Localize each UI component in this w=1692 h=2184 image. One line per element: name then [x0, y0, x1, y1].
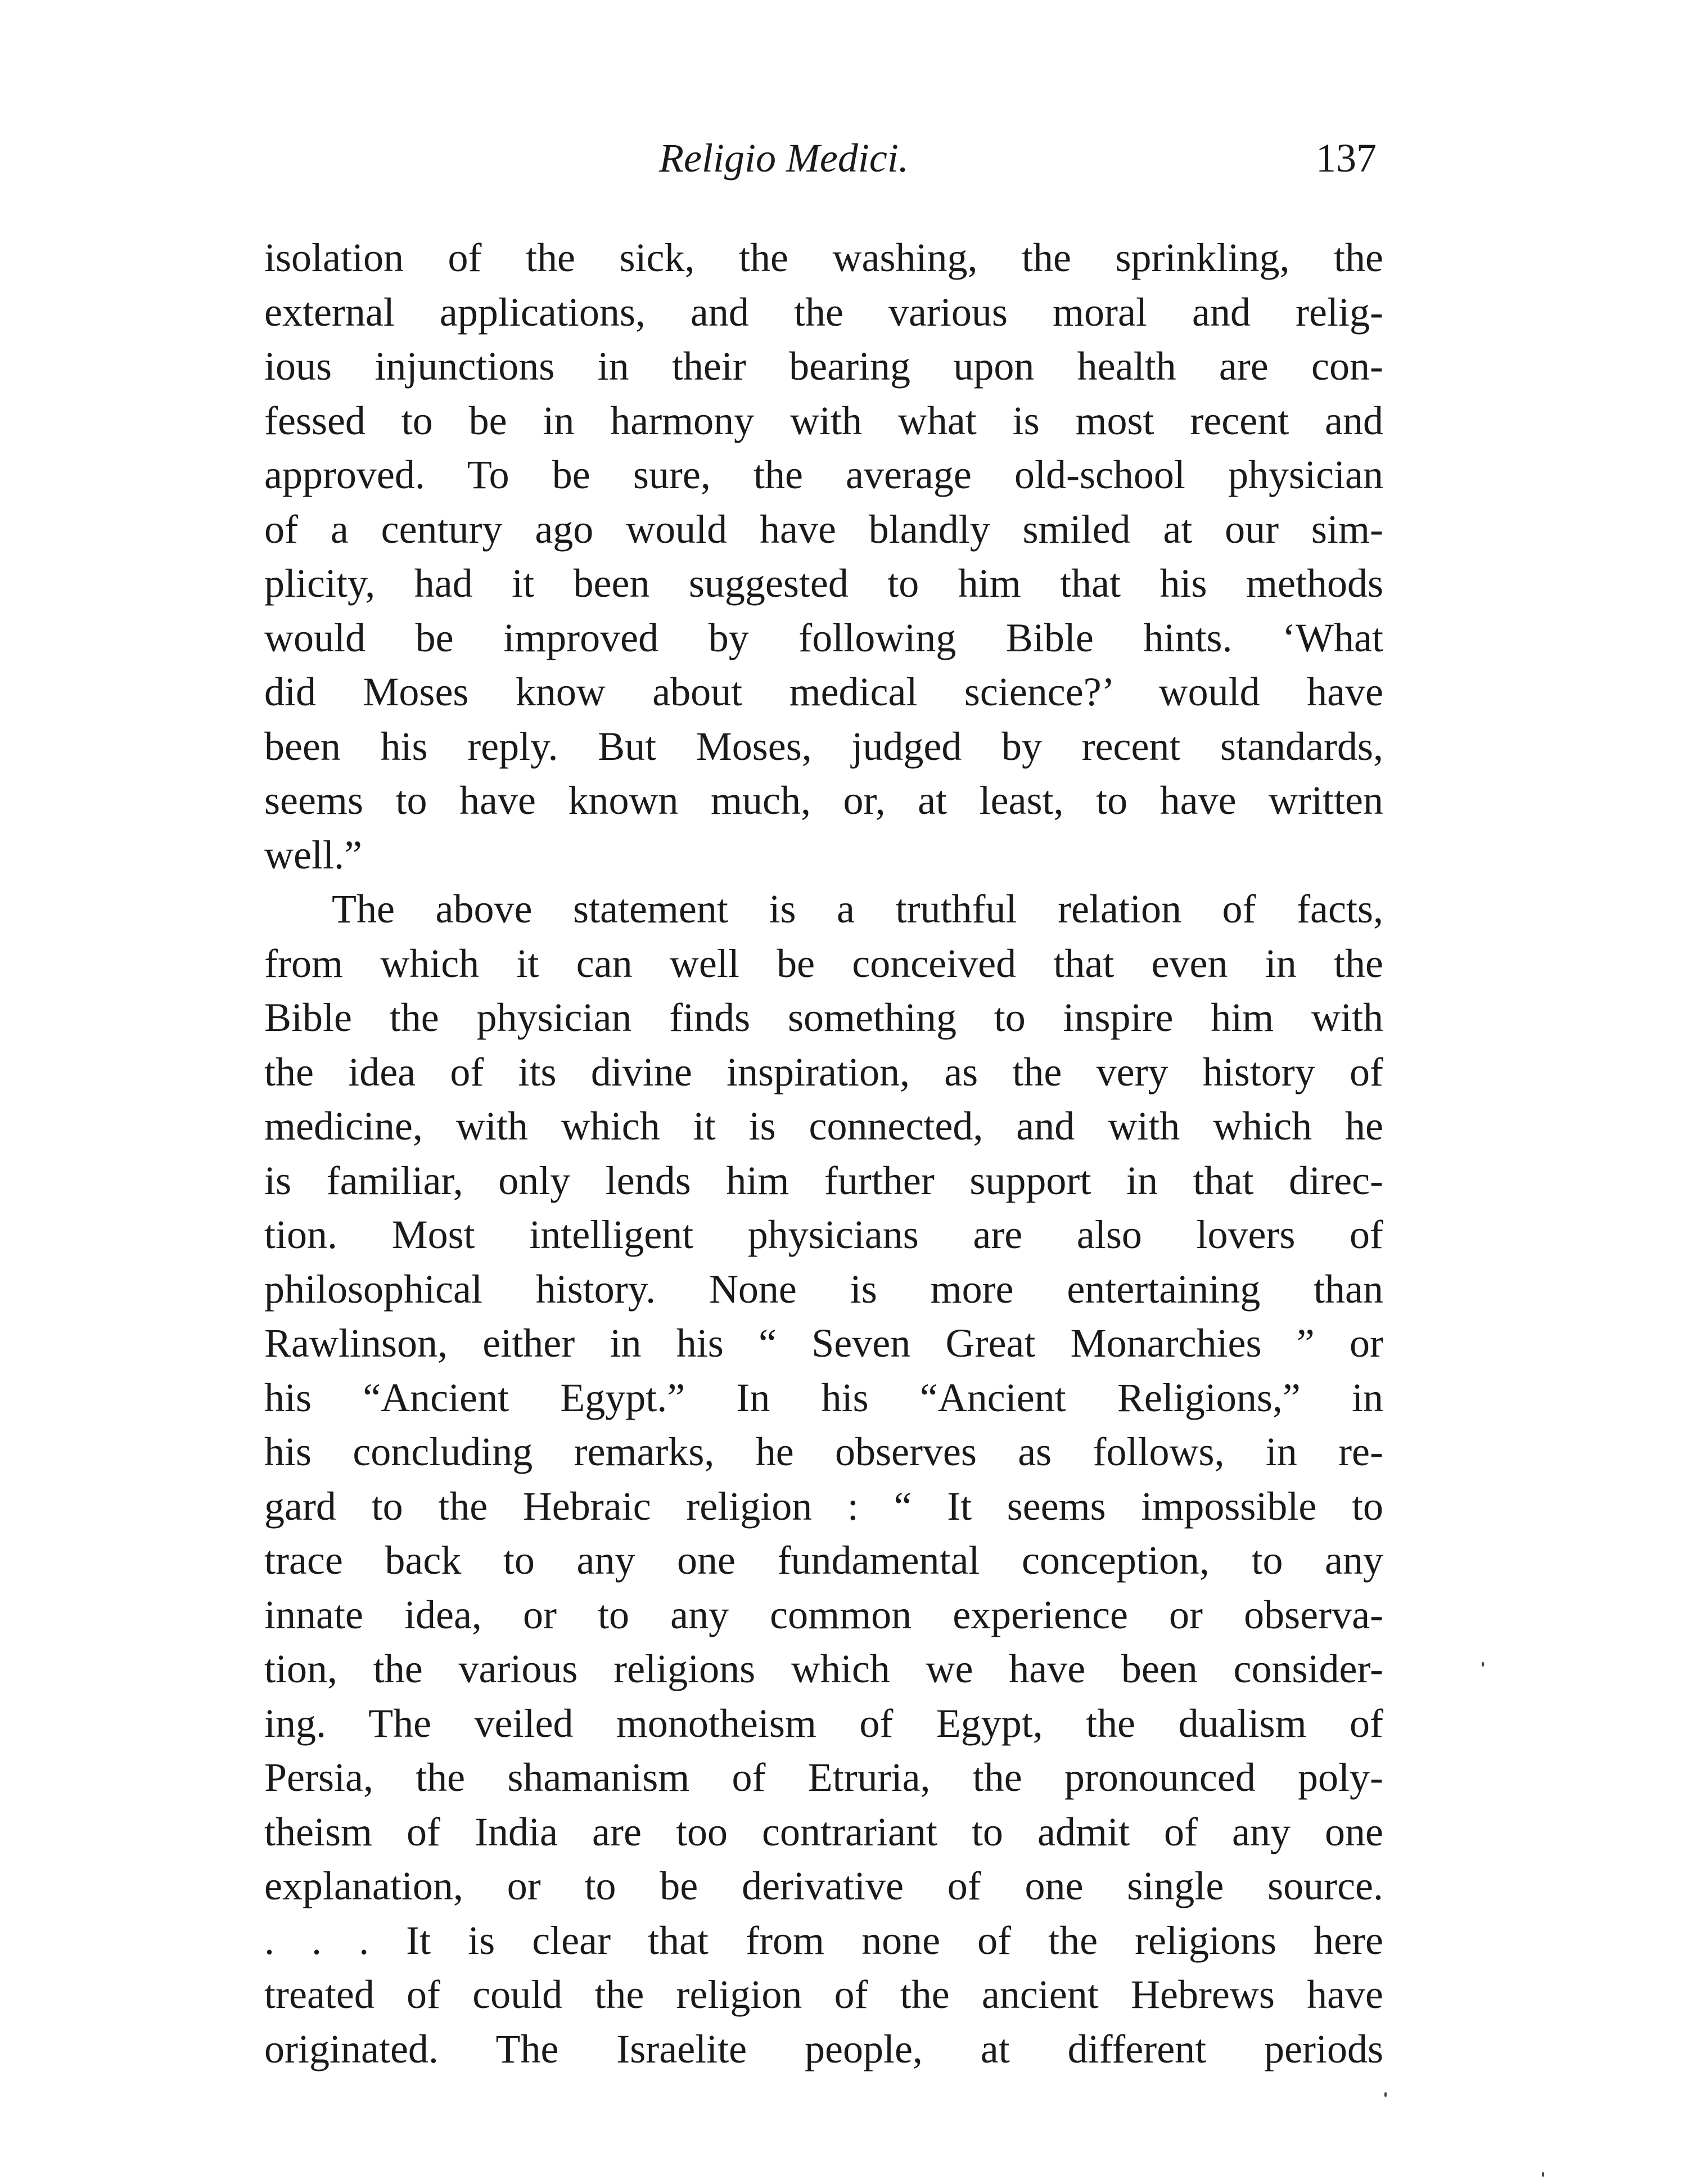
running-title: Religio Medici. — [659, 136, 909, 181]
text-line: would be improved by following Bible hints. ‘What — [264, 615, 1383, 660]
scan-speck — [1482, 1662, 1484, 1667]
page-number: 137 — [1316, 136, 1377, 181]
text-line: medicine, with which it is connected, and with which he — [264, 1104, 1383, 1149]
text-line: approved. To be sure, the average old-school physician — [264, 452, 1383, 497]
text-line: isolation of the sick, the washing, the sprinkling, the — [264, 235, 1383, 280]
text-line: innate idea, or to any common experience or observa- — [264, 1592, 1383, 1637]
text-line: seems to have known much, or, at least, to have written — [264, 778, 1383, 823]
text-line: been his reply. But Moses, judged by recent standards, — [264, 723, 1383, 769]
text-line: Persia, the shamanism of Etruria, the pronounced poly- — [264, 1755, 1383, 1800]
text-line: is familiar, only lends him further support in that direc- — [264, 1158, 1383, 1203]
paragraph-first-line: The above statement is a truthful relation of facts, — [332, 886, 1383, 931]
scan-speck — [1384, 2092, 1387, 2097]
text-line: Rawlinson, either in his “ Seven Great Monarchies ” or — [264, 1321, 1383, 1366]
text-line: external applications, and the various moral and relig- — [264, 289, 1383, 335]
text-line: the idea of its divine inspiration, as the very history of — [264, 1049, 1383, 1095]
text-line: philosophical history. None is more entertaining than — [264, 1266, 1383, 1312]
text-line: Bible the physician finds something to inspire him with — [264, 995, 1383, 1040]
text-line: gard to the Hebraic religion : “ It seems impossible to — [264, 1483, 1383, 1529]
paragraph-end-line: well.” — [264, 832, 362, 877]
text-line: fessed to be in harmony with what is most recent and — [264, 398, 1383, 443]
text-line: explanation, or to be derivative of one single source. — [264, 1863, 1383, 1908]
text-line: from which it can well be conceived that even in the — [264, 940, 1383, 986]
text-line: did Moses know about medical science?’ would have — [264, 669, 1383, 714]
text-line: tion, the various religions which we have been consider- — [264, 1646, 1383, 1691]
text-line: theism of India are too contrariant to admit of any one — [264, 1809, 1383, 1854]
text-line: his “Ancient Egypt.” In his “Ancient Religions,” in — [264, 1375, 1383, 1420]
text-line: ious injunctions in their bearing upon health are con- — [264, 344, 1383, 389]
text-line: of a century ago would have blandly smiled at our sim- — [264, 506, 1383, 552]
text-line: his concluding remarks, he observes as follows, in re- — [264, 1429, 1383, 1474]
text-line: tion. Most intelligent physicians are also lovers of — [264, 1212, 1383, 1257]
text-line: trace back to any one fundamental conception, to any — [264, 1538, 1383, 1583]
text-line: plicity, had it been suggested to him that his methods — [264, 561, 1383, 606]
text-line: originated. The Israelite people, at different periods — [264, 2026, 1383, 2072]
scan-speck — [1542, 2172, 1544, 2177]
text-line: ing. The veiled monotheism of Egypt, the dualism of — [264, 1700, 1383, 1746]
body-text — [264, 231, 1383, 2076]
text-line: treated of could the religion of the ancient Hebrews have — [264, 1972, 1383, 2017]
text-line: . . . It is clear that from none of the religions here — [264, 1917, 1383, 1963]
